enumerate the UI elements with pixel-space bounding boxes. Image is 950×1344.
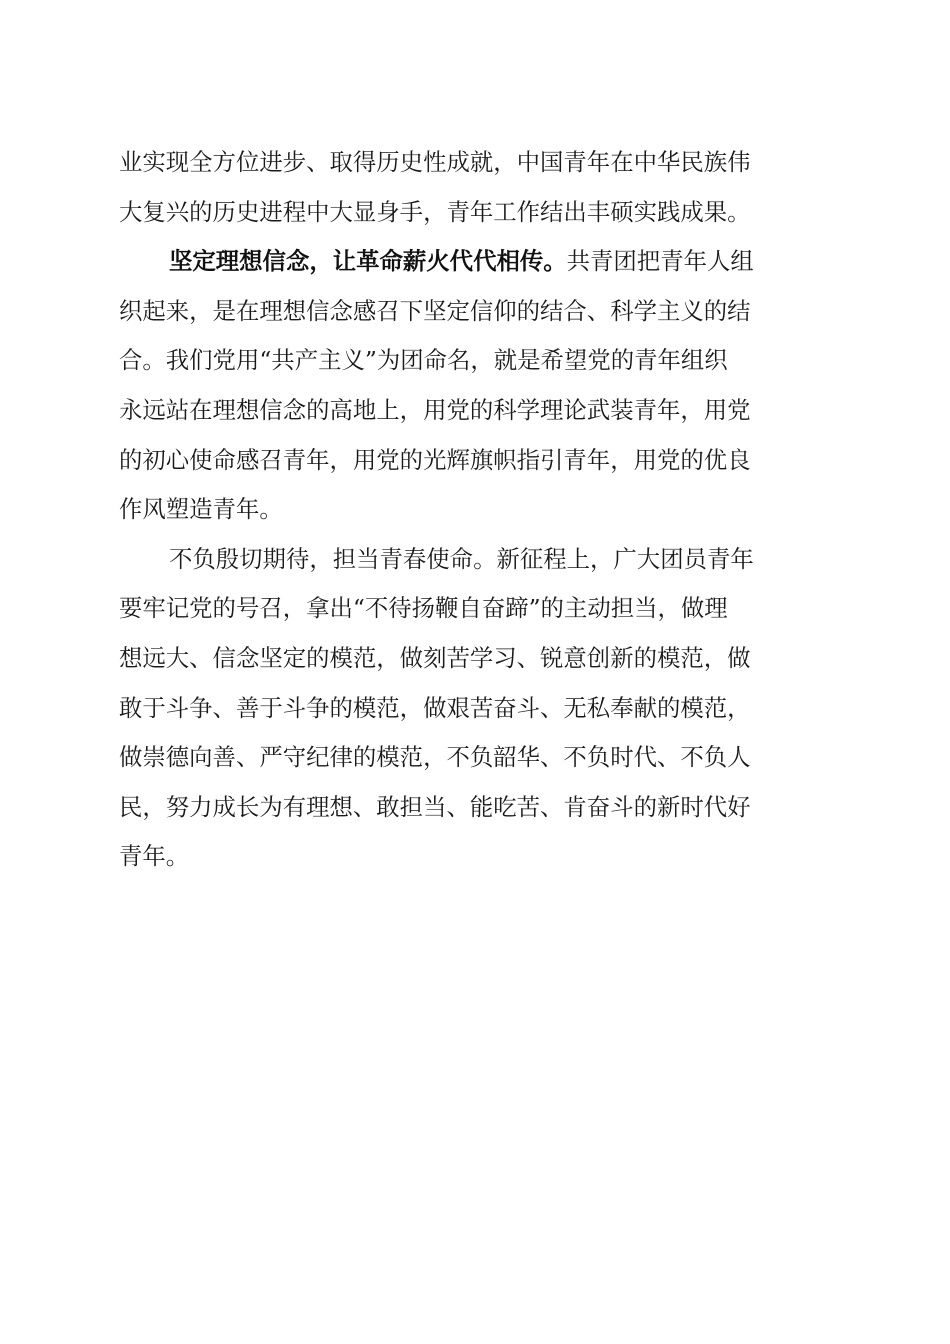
- paragraph-3-line: 敢于斗争、善于斗争的模范，做艰苦奋斗、无私奉献的模范，: [119, 693, 751, 722]
- paragraph-2-line: 作风塑造青年。: [119, 495, 283, 524]
- paragraph-1: [119, 138, 809, 237]
- paragraph-2-first-line: [119, 237, 809, 287]
- paragraph-3-line: 要牢记党的号召，拿出“不待扬鞭自奋蹄”的主动担当，做理: [119, 594, 728, 623]
- paragraph-2-heading: 坚定理想信念，让革命薪火代代相传。: [169, 247, 567, 276]
- paragraph-2-line: 永远站在理想信念的高地上，用党的科学理论武装青年，用党: [119, 395, 751, 424]
- paragraph-2-line: 合。我们党用“共产主义”为团命名，就是希望党的青年组织: [119, 346, 728, 375]
- paragraph-2: [119, 237, 809, 535]
- paragraph-1-line: 业实现全方位进步、取得历史性成就，中国青年在中华民族伟: [119, 148, 751, 176]
- paragraph-2-line-rest: 共青团把青年人组: [566, 247, 754, 276]
- paragraph-3-first-line: 不负殷切期待，担当青春使命。新征程上，广大团员青年: [169, 544, 754, 573]
- paragraph-2-line: 织起来，是在理想信念感召下坚定信仰的结合、科学主义的结: [119, 296, 751, 325]
- paragraph-3-line: 民，努力成长为有理想、敢担当、能吃苦、肯奋斗的新时代好: [119, 792, 751, 821]
- document-body: [119, 138, 809, 882]
- paragraph-2-line: 的初心使命感召青年，用党的光辉旗帜指引青年，用党的优良: [119, 445, 751, 474]
- paragraph-3-line: 想远大、信念坚定的模范，做刻苦学习、锐意创新的模范，做: [119, 643, 751, 672]
- paragraph-3-line: 做崇德向善、严守纪律的模范，不负韶华、不负时代、不负人: [119, 743, 751, 772]
- paragraph-3: [119, 535, 809, 882]
- paragraph-1-line: 大复兴的历史进程中大显身手，青年工作结出丰硕实践成果。: [119, 197, 751, 226]
- paragraph-3-line: 青年。: [119, 842, 190, 871]
